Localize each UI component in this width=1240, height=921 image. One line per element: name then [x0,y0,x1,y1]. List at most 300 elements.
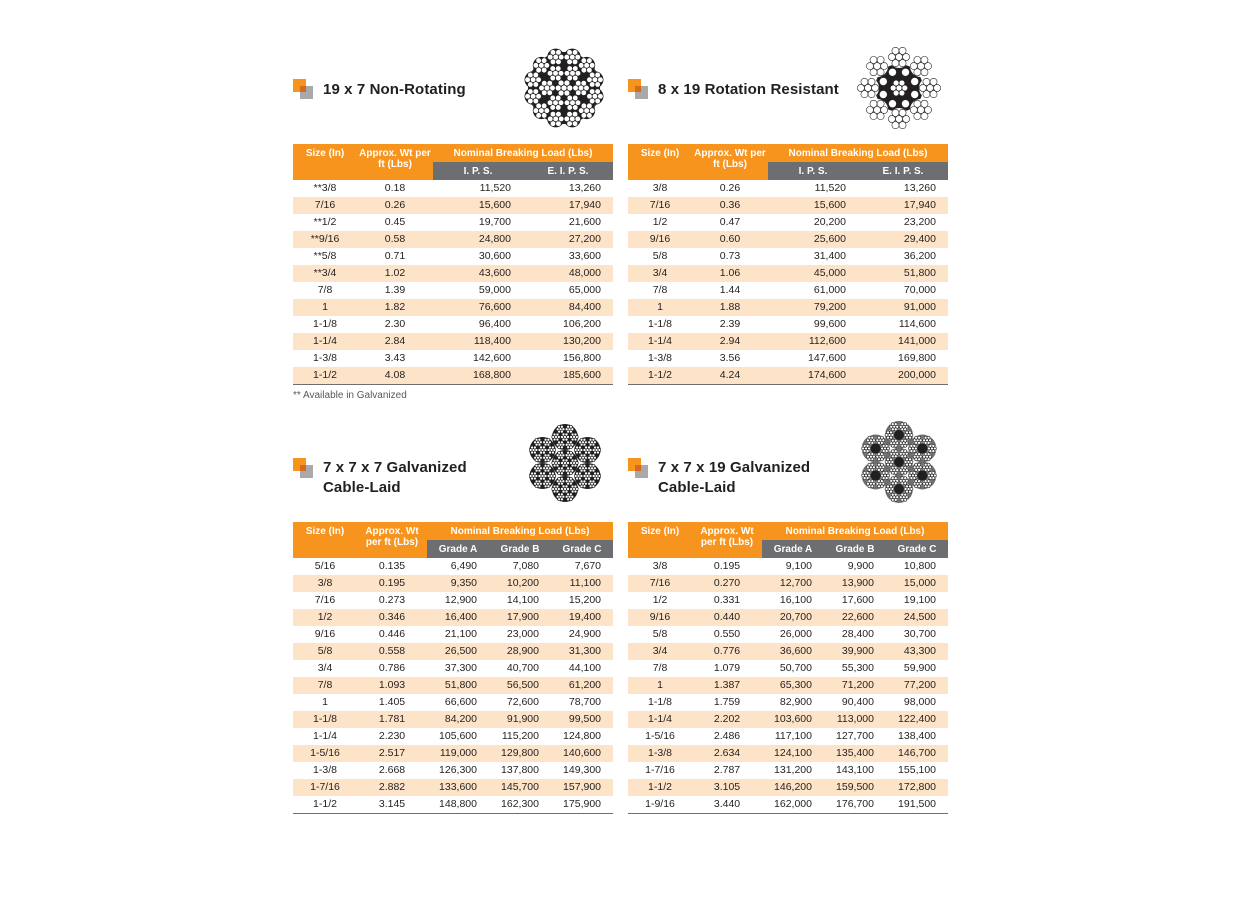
cell-load: 156,800 [563,352,601,364]
cell-size: 7/8 [652,284,668,296]
cell-weight: 1.387 [692,677,762,694]
cell-size: **3/8 [313,182,337,194]
cell-load: 61,200 [551,677,613,694]
cell-size: 1-1/2 [293,796,357,814]
header-size: Size (In) [628,144,692,180]
cell-weight: 0.440 [692,609,762,626]
cell-weight: 0.786 [378,662,406,674]
cell-weight: 3.56 [719,352,741,364]
cell-load: 55,300 [841,662,874,674]
table-row [293,779,613,796]
cell-load: 127,700 [836,730,874,742]
table-row [293,299,613,316]
panel-title-row [628,79,839,100]
cell-load: 77,200 [886,677,948,694]
cell-load: 124,800 [563,730,602,742]
panel-title-row [628,458,810,498]
table-row [628,558,948,575]
cell-load: 117,100 [774,730,812,742]
table-row [293,316,613,333]
header-grade-b: Grade B [489,540,551,558]
panel-7x7x7 [293,418,613,818]
header-grade-a: Grade A [427,540,489,558]
cell-load: 25,600 [768,231,858,248]
cell-weight: 0.18 [384,182,406,194]
cell-load: 106,200 [563,318,601,330]
cell-size: 3/8 [652,182,668,194]
spec-table [293,144,613,385]
header-size: Size (In) [293,522,357,558]
cell-load: 172,800 [886,779,948,796]
cell-load: 11,100 [551,575,613,592]
cell-size: 1-1/2 [293,367,357,385]
cell-load: 126,300 [439,764,477,776]
table-row [293,231,613,248]
cell-load: 56,500 [489,677,551,694]
table-row [293,333,613,350]
cell-load: 17,600 [841,594,874,606]
cell-size: 1-1/4 [313,730,337,742]
cell-load: 99,600 [813,318,846,330]
cell-size: 3/4 [628,265,692,282]
cell-size: 1-7/16 [645,764,675,776]
rope-cross-section-icon [857,44,941,132]
table-row [628,299,948,316]
cell-size: 9/16 [314,628,336,640]
table-row [293,728,613,745]
cell-load: 91,900 [489,711,551,728]
table-row [293,592,613,609]
table-row [628,214,948,231]
header-grade-a: Grade A [762,540,824,558]
cell-weight: 4.24 [692,367,768,385]
cell-size: 5/8 [652,628,668,640]
table-row [293,575,613,592]
cell-load: 124,100 [762,745,824,762]
cell-load: 133,600 [427,779,489,796]
cell-size: 1-3/8 [313,352,337,364]
cell-size: 1-5/16 [645,730,675,742]
cell-load: 140,600 [551,745,613,762]
cell-weight: 1.02 [357,265,433,282]
cell-weight: 2.882 [357,779,427,796]
cell-load: 99,500 [551,711,613,728]
cell-size: 1-1/8 [293,711,357,728]
cell-load: 26,000 [779,628,812,640]
header-grade-b: Grade B [824,540,886,558]
cell-size: 1-1/4 [628,333,692,350]
panel-title [658,458,810,498]
table-row [628,282,948,299]
cell-load: 71,200 [824,677,886,694]
cell-size: 1 [322,696,328,708]
cell-load: 30,600 [478,250,511,262]
table-row [293,660,613,677]
cell-size: 7/16 [314,594,336,606]
cell-weight: 1.759 [713,696,741,708]
cell-load: 149,300 [563,764,602,776]
cell-weight: 3.43 [384,352,406,364]
table-row [628,677,948,694]
cell-weight: 2.94 [692,333,768,350]
header-load: Nominal Breaking Load (Lbs) [762,522,948,540]
cell-load: 148,800 [427,796,489,814]
cell-load: 24,800 [433,231,523,248]
header-ips: I. P. S. [433,162,523,180]
cell-weight: 3.145 [357,796,427,814]
cell-weight: 2.668 [378,764,406,776]
table-row [293,762,613,779]
cell-weight: 2.84 [357,333,433,350]
cell-load: 15,200 [568,594,602,606]
table-row [293,248,613,265]
table-row [293,180,613,197]
cell-load: 23,000 [506,628,539,640]
cell-load: 33,600 [568,250,601,262]
table-row [628,660,948,677]
cell-weight: 1.06 [692,265,768,282]
cell-size: 7/16 [628,197,692,214]
cell-weight: 2.202 [692,711,762,728]
cell-weight: 0.47 [719,216,741,228]
cell-weight: 0.73 [719,250,741,262]
table-row [293,796,613,814]
orange-square-icon [628,458,648,478]
cell-size: **5/8 [313,250,337,262]
table-row [628,248,948,265]
cell-load: 200,000 [858,367,948,385]
header-weight: Approx. Wt per ft (Lbs) [357,522,427,558]
cell-size: 3/4 [317,662,333,674]
cell-load: 90,400 [841,696,874,708]
cell-weight: 1.079 [713,662,741,674]
cell-size: 3/8 [293,575,357,592]
cell-load: 113,000 [824,711,886,728]
cell-load: 13,260 [568,182,601,194]
cell-load: 7,670 [574,560,602,572]
table-row [628,231,948,248]
cell-load: 13,260 [903,182,936,194]
cell-weight: 0.273 [378,594,406,606]
table-row [628,711,948,728]
cell-load: 61,000 [813,284,846,296]
table-row [293,677,613,694]
table-row [293,282,613,299]
cell-load: 15,000 [886,575,948,592]
panel-title-line1: 7 x 7 x 7 Galvanized [323,459,467,476]
cell-size: 1-3/8 [648,352,672,364]
spec-table [628,522,948,814]
cell-load: 28,900 [489,643,551,660]
cell-weight: 1.88 [692,299,768,316]
cell-load: 10,800 [903,560,937,572]
cell-load: 6,490 [450,560,477,572]
cell-load: 162,000 [762,796,824,814]
cell-load: 157,900 [551,779,613,796]
table-row [293,643,613,660]
cell-size: 9/16 [628,609,692,626]
cell-load: 82,900 [779,696,812,708]
header-weight: Approx. Wt per ft (Lbs) [692,144,768,180]
rope-cross-section-icon [525,422,605,504]
cell-load: 91,000 [858,299,948,316]
table-row [293,350,613,367]
table-row [628,575,948,592]
cell-load: 146,700 [886,745,948,762]
cell-size: 7/16 [628,575,692,592]
cell-size: **9/16 [293,231,357,248]
panel-7x7x19 [628,418,948,818]
cell-load: 142,600 [473,352,511,364]
cell-weight: 1.093 [357,677,427,694]
header-grade-c: Grade C [886,540,948,558]
panel-title-row [293,79,466,100]
cell-load: 44,100 [568,662,602,674]
panel-title: 19 x 7 Non-Rotating [323,81,466,98]
cell-load: 43,300 [886,643,948,660]
cell-load: 129,800 [489,745,551,762]
rope-cross-section-icon [522,44,606,132]
cell-size: 1-3/8 [313,764,337,776]
cell-load: 76,600 [433,299,523,316]
cell-load: 11,520 [814,182,846,194]
cell-size: **1/2 [313,216,337,228]
cell-load: 27,200 [523,231,613,248]
cell-load: 12,700 [762,575,824,592]
cell-load: 135,400 [824,745,886,762]
header-load: Nominal Breaking Load (Lbs) [433,144,613,162]
cell-load: 66,600 [444,696,477,708]
cell-size: 7/8 [317,284,333,296]
cell-weight: 2.787 [713,764,741,776]
cell-load: 9,350 [427,575,489,592]
cell-size: 3/8 [652,560,668,572]
cell-load: 118,400 [433,333,523,350]
table-row [293,711,613,728]
spec-table [293,522,613,814]
cell-weight: 0.195 [357,575,427,592]
cell-weight: 0.60 [692,231,768,248]
cell-weight: 4.08 [357,367,433,385]
cell-load: 16,100 [779,594,812,606]
cell-load: 24,900 [568,628,602,640]
panel-title-line1: 7 x 7 x 19 Galvanized [658,459,811,476]
cell-load: 78,700 [568,696,602,708]
cell-size: 1-1/2 [628,367,692,385]
table-row [628,626,948,643]
cell-size: 7/8 [293,677,357,694]
panel-title-line2: Cable-Laid [323,479,401,496]
cell-size: 7/16 [293,197,357,214]
cell-load: 59,900 [903,662,937,674]
cell-size: 1-9/16 [628,796,692,814]
cell-load: 131,200 [774,764,812,776]
cell-size: 1-7/16 [293,779,357,796]
table-row [628,796,948,814]
cell-load: 36,600 [762,643,824,660]
table-row [628,367,948,385]
table-row [628,779,948,796]
panel-title-row [293,458,467,498]
panel-19x7 [293,40,613,410]
cell-load: 50,700 [779,662,812,674]
cell-size: 7/8 [652,662,668,674]
cell-load: 21,600 [568,216,601,228]
cell-weight: 3.440 [692,796,762,814]
cell-size: 1-1/2 [628,779,692,796]
cell-load: 22,600 [824,609,886,626]
cell-size: 9/16 [628,231,692,248]
cell-size: 1-1/8 [313,318,337,330]
cell-load: 137,800 [501,764,539,776]
cell-load: 146,200 [762,779,824,796]
table-row [628,265,948,282]
cell-load: 19,700 [478,216,511,228]
cell-weight: 2.486 [713,730,741,742]
cell-load: 141,000 [858,333,948,350]
table-row [628,197,948,214]
cell-weight: 0.558 [357,643,427,660]
cell-weight: 0.71 [384,250,406,262]
cell-load: 31,300 [551,643,613,660]
cell-load: 98,000 [903,696,937,708]
cell-size: 1/2 [652,594,668,606]
cell-weight: 0.446 [378,628,406,640]
cell-weight: 2.39 [719,318,741,330]
cell-load: 40,700 [506,662,539,674]
cell-size: 1/2 [652,216,668,228]
cell-weight: 0.58 [357,231,433,248]
cell-load: 130,200 [523,333,613,350]
cell-weight: 2.230 [378,730,406,742]
cell-weight: 0.36 [692,197,768,214]
cell-load: 185,600 [523,367,613,385]
orange-square-icon [293,79,313,99]
table-row [628,333,948,350]
header-load: Nominal Breaking Load (Lbs) [768,144,948,162]
cell-load: 175,900 [551,796,613,814]
cell-load: 13,900 [824,575,886,592]
cell-load: 96,400 [478,318,511,330]
cell-load: 10,200 [489,575,551,592]
cell-size: 5/8 [652,250,668,262]
cell-load: 7,080 [512,560,539,572]
header-size: Size (In) [293,144,357,180]
cell-load: 11,520 [479,182,511,194]
table-row [293,609,613,626]
cell-load: 84,200 [427,711,489,728]
header-weight: Approx. Wt per ft (Lbs) [357,144,433,180]
header-grade-c: Grade C [551,540,613,558]
cell-size: 1-1/8 [648,318,672,330]
header-eips: E. I. P. S. [523,162,613,180]
cell-load: 15,600 [768,197,858,214]
cell-size: 1-1/4 [293,333,357,350]
cell-load: 79,200 [768,299,858,316]
cell-load: 169,800 [898,352,936,364]
table-row [628,694,948,711]
cell-load: 29,400 [858,231,948,248]
cell-load: 176,700 [824,796,886,814]
cell-weight: 0.331 [713,594,741,606]
table-row [293,745,613,762]
table-row [628,609,948,626]
cell-load: 147,600 [808,352,846,364]
cell-load: 17,940 [858,197,948,214]
table-row [293,558,613,575]
cell-load: 65,300 [762,677,824,694]
cell-load: 48,000 [523,265,613,282]
table-row [628,592,948,609]
cell-load: 122,400 [886,711,948,728]
panel-8x19 [628,40,948,390]
cell-size: 5/16 [314,560,336,572]
cell-size: 1 [293,299,357,316]
cell-load: 65,000 [568,284,601,296]
cell-size: 1 [628,677,692,694]
cell-size: 1-5/16 [293,745,357,762]
cell-load: 103,600 [762,711,824,728]
table-row [628,180,948,197]
cell-load: 112,600 [768,333,858,350]
table-row [628,745,948,762]
cell-load: 119,000 [427,745,489,762]
table-row [628,643,948,660]
cell-load: 36,200 [903,250,936,262]
table-row [293,626,613,643]
cell-size: 1-1/4 [628,711,692,728]
table-row [628,762,948,779]
cell-load: 70,000 [903,284,936,296]
cell-size: **3/4 [293,265,357,282]
cell-weight: 1.39 [384,284,406,296]
cell-weight: 1.781 [357,711,427,728]
cell-load: 19,100 [903,594,937,606]
table-row [293,694,613,711]
cell-weight: 2.517 [357,745,427,762]
cell-load: 39,900 [824,643,886,660]
cell-load: 16,400 [427,609,489,626]
cell-load: 9,100 [785,560,812,572]
cell-load: 59,000 [478,284,511,296]
cell-load: 21,100 [444,628,477,640]
rope-cross-section-icon [858,418,940,506]
cell-load: 9,900 [847,560,874,572]
cell-weight: 0.550 [713,628,741,640]
cell-load: 168,800 [433,367,523,385]
cell-load: 28,400 [841,628,874,640]
cell-weight: 0.776 [692,643,762,660]
cell-load: 174,600 [768,367,858,385]
cell-size: 1-3/8 [628,745,692,762]
spec-table [628,144,948,385]
cell-weight: 2.30 [384,318,406,330]
cell-load: 115,200 [501,730,539,742]
cell-load: 30,700 [903,628,937,640]
cell-size: 1/2 [293,609,357,626]
cell-load: 72,600 [506,696,539,708]
cell-load: 15,600 [433,197,523,214]
cell-weight: 3.105 [692,779,762,796]
cell-load: 105,600 [439,730,477,742]
header-load: Nominal Breaking Load (Lbs) [427,522,613,540]
cell-load: 20,200 [813,216,846,228]
cell-weight: 1.405 [378,696,406,708]
header-weight: Approx. Wt per ft (Lbs) [692,522,762,558]
cell-weight: 0.135 [378,560,406,572]
cell-load: 114,600 [898,318,936,330]
table-row [628,728,948,745]
